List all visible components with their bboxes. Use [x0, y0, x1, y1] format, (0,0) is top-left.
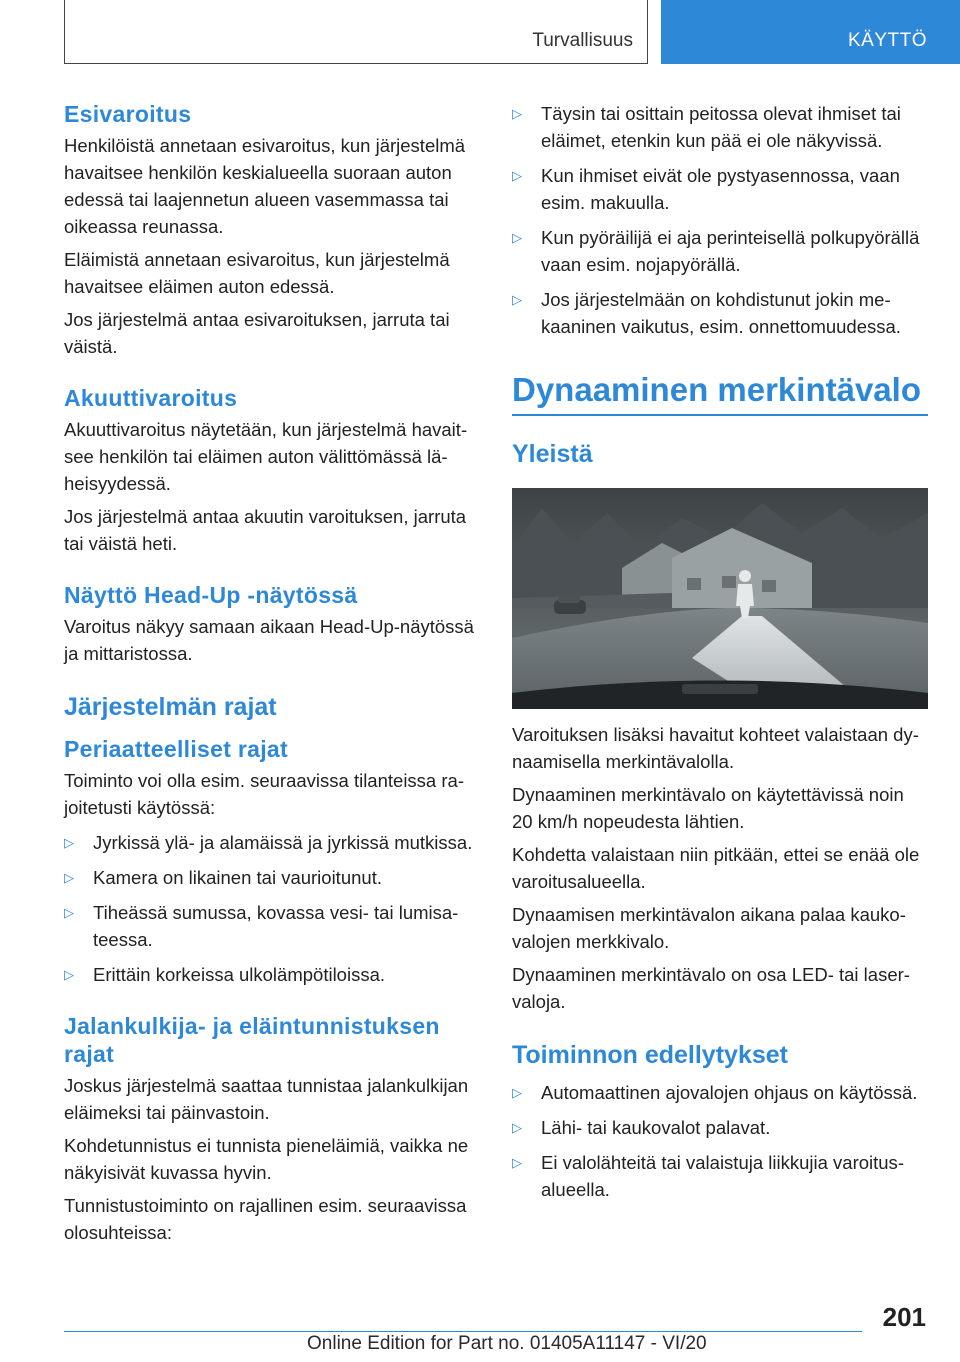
list-item: ▷ Kun ihmiset eivät ole pystyasennossa, vaan esim. makuulla. — [512, 162, 928, 216]
header-section-title: Turvallisuus — [532, 30, 633, 51]
bullet-list — [512, 1079, 928, 1203]
triangle-bullet-icon: ▷ — [64, 967, 74, 982]
header-section-box — [64, 0, 648, 64]
triangle-bullet-icon: ▷ — [64, 835, 74, 850]
heading-dynaaminen-merkintavalo: Dynaaminen merkintävalo — [512, 370, 928, 416]
list-item: ▷ Kun pyöräilijä ei aja perinteisellä polkupyörällä vaan esim. nojapyörällä. — [512, 224, 928, 278]
triangle-bullet-icon: ▷ — [64, 905, 74, 920]
heading-head-up: Näyttö Head-Up -näytössä — [64, 582, 358, 608]
paragraph: Jos järjestelmä antaa akuutin varoituksen, jarruta tai väistä heti. — [64, 506, 467, 554]
triangle-bullet-icon: ▷ — [512, 1085, 522, 1100]
paragraph: Toiminto voi olla esim. seuraavissa tilanteissa rajoitetusti käytössä: — [64, 770, 464, 818]
heading-periaatteelliset-rajat: Periaatteelliset rajat — [64, 736, 288, 762]
paragraph: Kohdetunnistus ei tunnista pieneläimiä, vaikka ne näkyisivät kuvassa hyvin. — [64, 1135, 469, 1183]
paragraph: Eläimistä annetaan esivaroitus, kun järjestelmä havaitsee eläimen auton edessä. — [64, 249, 450, 297]
list-item: ▷ Erittäin korkeissa ulkolämpötiloissa. — [64, 961, 478, 988]
left-column — [64, 100, 478, 1246]
triangle-bullet-icon: ▷ — [512, 106, 522, 121]
paragraph: Dynaaminen merkintävalo on osa LED- tai laservaloja. — [512, 964, 910, 1012]
edition-label: Online Edition for Part no. 01405A11147 - VI/20 — [307, 1333, 707, 1354]
list-item: ▷ Kamera on likainen tai vaurioitunut. — [64, 864, 478, 891]
heading-toiminnon-edellytykset: Toiminnon edellytykset — [512, 1041, 788, 1069]
paragraph: Tunnistustoiminto on rajallinen esim. seuraavissa olosuhteissa: — [64, 1195, 467, 1243]
list-item: ▷ Ei valolähteitä tai valaistuja liikkujia varoitusalueella. — [512, 1149, 928, 1203]
dynamic-spotlight-illustration — [512, 488, 928, 709]
paragraph: Henkilöistä annetaan esivaroitus, kun järjestelmä havaitsee henkilön keskialueella suoraan auton edessä tai laajennetun alueen vasemmassa tai oikeassa reunassa. — [64, 135, 466, 237]
heading-jarjestelman-rajat: Järjestelmän rajat — [64, 693, 277, 721]
paragraph: Joskus järjestelmä saattaa tunnistaa jalankulkijan eläimeksi tai päinvastoin. — [64, 1075, 469, 1123]
heading-esivaroitus: Esivaroitus — [64, 101, 192, 127]
page-number: 201 — [882, 1302, 926, 1332]
list-item: ▷ Lähi- tai kaukovalot palavat. — [512, 1114, 928, 1141]
triangle-bullet-icon: ▷ — [512, 168, 522, 183]
paragraph: Akuuttivaroitus näytetään, kun järjestelmä havaitsee henkilön tai eläimen auton välittömässä läheisyydessä. — [64, 419, 468, 494]
footer-divider — [64, 1331, 862, 1332]
right-column — [512, 100, 928, 1203]
list-item: ▷ Jos järjestelmään on kohdistunut jokin mekaaninen vaikutus, esim. onnettomuudessa. — [512, 286, 928, 340]
paragraph: Dynaaminen merkintävalo on käytettävissä noin 20 km/h nopeudesta lähtien. — [512, 784, 904, 832]
triangle-bullet-icon: ▷ — [512, 1155, 522, 1170]
heading-yleista: Yleistä — [512, 440, 593, 468]
paragraph: Jos järjestelmä antaa esivaroituksen, jarruta tai väistä. — [64, 309, 450, 357]
paragraph: Varoitus näkyy samaan aikaan Head-Up-näytössä ja mittaristossa. — [64, 616, 474, 664]
triangle-bullet-icon: ▷ — [512, 1120, 522, 1135]
triangle-bullet-icon: ▷ — [512, 292, 522, 307]
bullet-list — [64, 829, 478, 988]
paragraph: Dynaamisen merkintävalon aikana palaa kaukovalojen merkkivalo. — [512, 904, 906, 952]
heading-tunnistuksen-rajat: Jalankulkija- ja eläintunnistuksen rajat — [64, 1013, 440, 1067]
list-item: ▷ Tiheässä sumussa, kovassa vesi- tai lumisateessa. — [64, 899, 478, 953]
triangle-bullet-icon: ▷ — [512, 230, 522, 245]
paragraph: Kohdetta valaistaan niin pitkään, ettei se enää ole varoitusalueella. — [512, 844, 920, 892]
bullet-list — [512, 100, 928, 340]
heading-akuuttivaroitus: Akuuttivaroitus — [64, 385, 238, 411]
header-chapter-title: KÄYTTÖ — [847, 30, 927, 51]
list-item: ▷ Täysin tai osittain peitossa olevat ihmiset tai eläimet, etenkin kun pää ei ole näkyvissä. — [512, 100, 928, 154]
header-chapter-tab — [661, 0, 960, 64]
triangle-bullet-icon: ▷ — [64, 870, 74, 885]
paragraph: Varoituksen lisäksi havaitut kohteet valaistaan dynaamisella merkintävalolla. — [512, 724, 919, 772]
list-item: ▷ Automaattinen ajovalojen ohjaus on käytössä. — [512, 1079, 928, 1106]
list-item: ▷ Jyrkissä ylä- ja alamäissä ja jyrkissä mutkissa. — [64, 829, 478, 856]
